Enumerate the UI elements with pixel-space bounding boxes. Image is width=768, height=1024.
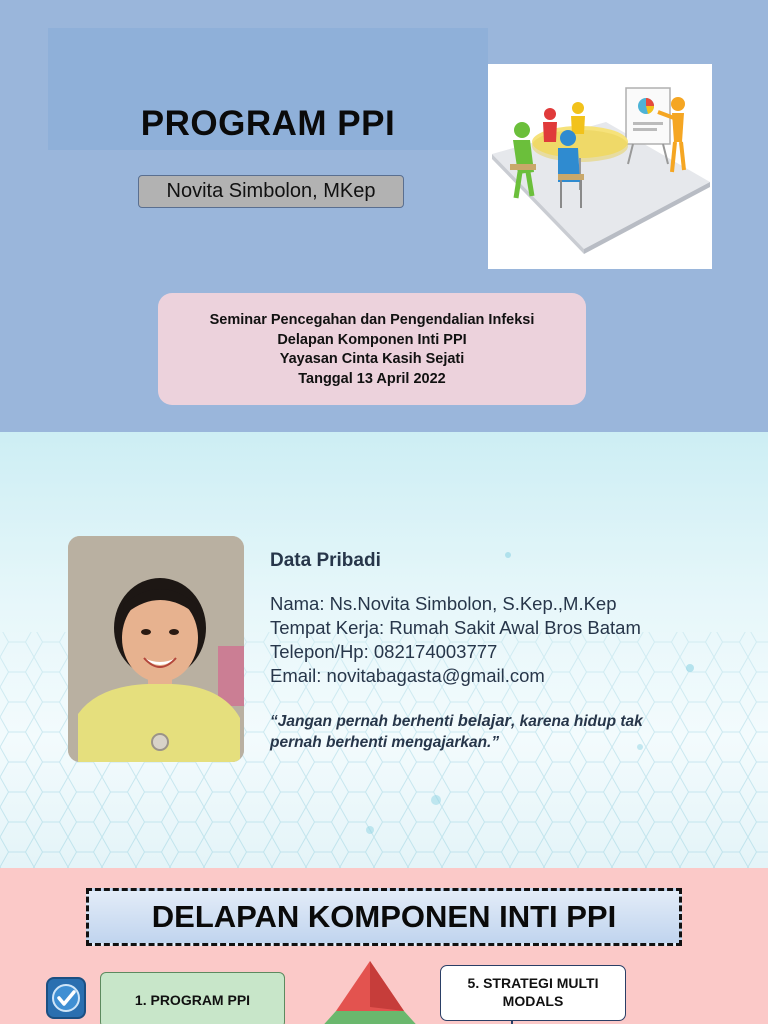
quote-part-2: , karena hidup tak [510,713,643,730]
quote-part-1: “Jangan pernah berhenti [270,713,458,730]
phone-line: Telepon/Hp: 082174003777 [270,641,498,662]
email-line: Email: novitabagasta@gmail.com [270,665,545,686]
name-line: Nama: Ns.Novita Simbolon, S.Kep.,M.Kep [270,593,617,614]
info-line-date: Tanggal 13 April 2022 [298,370,446,387]
info-line-organizer: Yayasan Cinta Kasih Sejati [279,351,465,367]
connector-line [511,1020,513,1024]
quote-line-2: pernah berhenti mengajarkan.” [270,734,500,751]
workplace-line: Tempat Kerja: Rumah Sakit Awal Bros Batam [270,617,641,638]
slide-personal-data [0,432,768,868]
seminar-info-box [158,293,586,405]
pyramid-diagram [318,961,422,1024]
check-icon [46,977,86,1019]
quote-bold-word: belajar [457,712,511,730]
component5-line1: 5. STRATEGI MULTI [467,975,599,991]
component-multimodal-strategy [440,965,626,1021]
component5-line2: MODALS [502,993,564,1009]
meeting-illustration [488,64,712,269]
components-heading: DELAPAN KOMPONEN INTI PPI [86,888,682,946]
meeting-presentation-icon [488,64,712,269]
personal-data-heading: Data Pribadi [270,550,381,571]
info-line-topic: Delapan Komponen Inti PPI [277,331,467,348]
slide-components [0,868,768,1024]
motivational-quote [270,711,643,753]
slide-title [0,0,768,432]
author-label: Novita Simbolon, MKep [138,175,404,208]
profile-photo-image [68,536,244,762]
component-program-ppi: 1. PROGRAM PPI [100,972,285,1024]
info-line-seminar: Seminar Pencegahan dan Pengendalian Infeksi [209,312,535,328]
profile-photo [68,536,244,762]
slide-title-text: PROGRAM PPI [140,104,396,143]
